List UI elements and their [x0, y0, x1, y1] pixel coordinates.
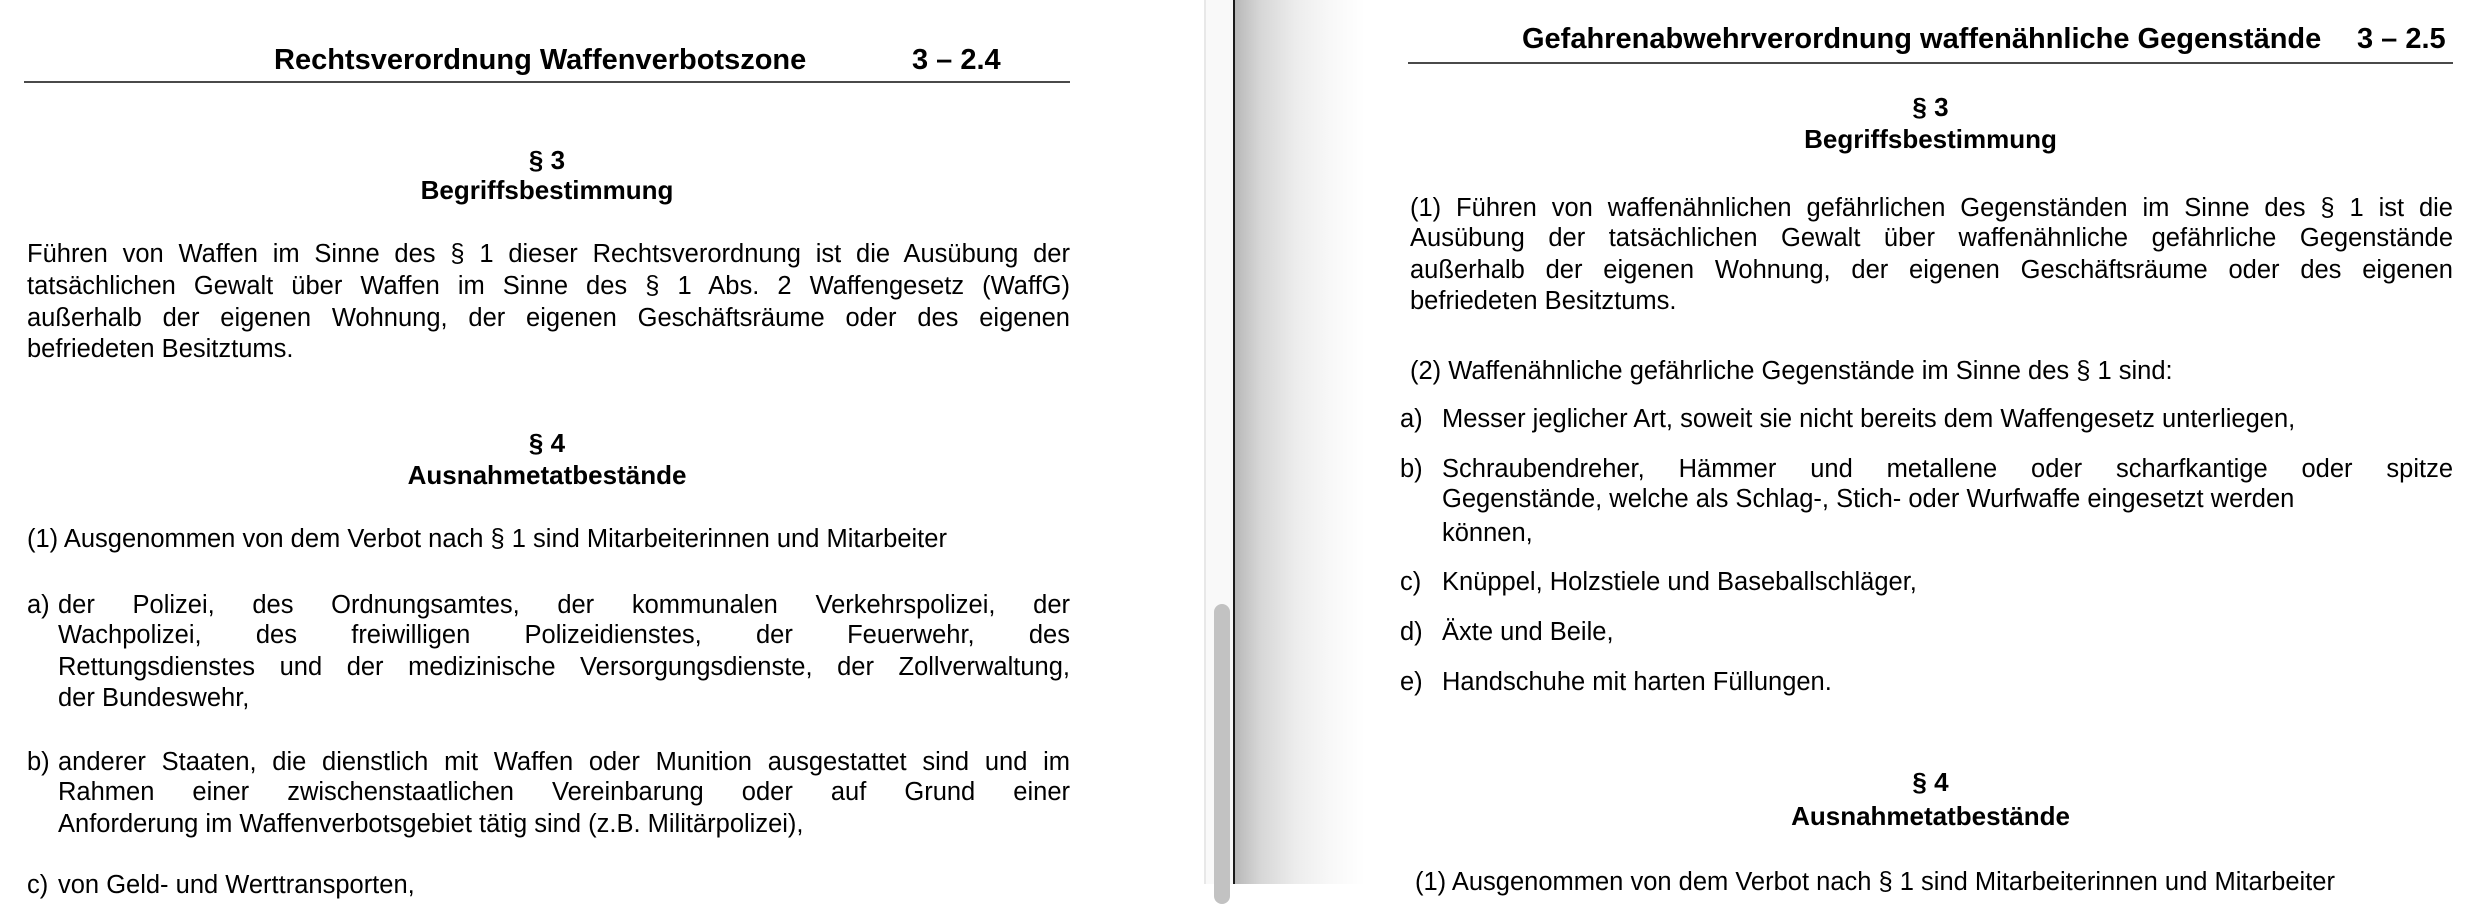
list-label: c) [1400, 568, 1422, 596]
paragraph-line: befriedeten Besitztums. [1410, 287, 1677, 315]
list-label: e) [1400, 668, 1423, 696]
list-item-line: Äxte und Beile, [1442, 618, 1614, 646]
list-item-line: Gegenstände, welche als Schlag-, Stich- oder Wurfwaffe eingesetzt werden [1442, 485, 2295, 513]
section-number: § 3 [528, 145, 566, 175]
list-item-line: Wachpolizei, des freiwilligen Polizeidienstes, der Feuerwehr, des [58, 621, 1070, 649]
paragraph-line: tatsächlichen Gewalt über Waffen im Sinne des § 1 Abs. 2 Waffengesetz (WaffG) [27, 272, 1070, 300]
list-label: d) [1400, 618, 1423, 646]
list-item-line: Knüppel, Holzstiele und Baseballschläger, [1442, 568, 1917, 596]
scrollbar-thumb[interactable] [1214, 604, 1230, 904]
section-title: Ausnahmetatbestände [407, 460, 687, 490]
paragraph-line: befriedeten Besitztums. [27, 335, 294, 363]
list-label: b) [1400, 455, 1423, 483]
paragraph-intro: (1) Ausgenommen von dem Verbot nach § 1 sind Mitarbeiterinnen und Mitarbeiter [1415, 868, 2335, 896]
paragraph-line: Ausübung der tatsächlichen Gewalt über waffenähnliche gefährliche Gegenstände [1410, 224, 2453, 252]
list-label: b) [27, 748, 50, 776]
list-item-line: Rahmen einer zwischenstaatlichen Vereinbarung oder auf Grund einer [58, 778, 1070, 806]
paragraph-intro: (1) Ausgenommen von dem Verbot nach § 1 sind Mitarbeiterinnen und Mitarbeiter [27, 525, 947, 553]
section-number: § 4 [1912, 767, 1949, 797]
list-label: a) [27, 591, 50, 619]
list-item-line: anderer Staaten, die dienstlich mit Waffen oder Munition ausgestattet sind und im [58, 748, 1070, 776]
page-header-number: 3 – 2.5 [2357, 23, 2446, 55]
document-page-left [0, 0, 1204, 899]
document-page-right [1235, 0, 2476, 896]
section-title: Begriffsbestimmung [420, 175, 674, 205]
list-label: a) [1400, 405, 1423, 433]
paragraph-line: (2) Waffenähnliche gefährliche Gegenstände im Sinne des § 1 sind: [1410, 357, 2173, 385]
vertical-scrollbar[interactable] [1204, 0, 1233, 884]
section-number: § 3 [1912, 92, 1949, 122]
section-title: Begriffsbestimmung [1804, 124, 2057, 154]
list-item-line: Handschuhe mit harten Füllungen. [1442, 668, 1832, 696]
page-header-number: 3 – 2.4 [912, 44, 1001, 76]
list-item-line: von Geld- und Werttransporten, [58, 871, 415, 899]
section-number: § 4 [528, 428, 566, 458]
list-item-line: der Bundeswehr, [58, 684, 250, 712]
header-rule [1408, 62, 2453, 64]
page-header-title: Rechtsverordnung Waffenverbotszone [274, 44, 807, 76]
list-item-line: können, [1442, 519, 1533, 547]
page-header-title: Gefahrenabwehrverordnung waffenähnliche Gegenstände [1522, 23, 2322, 55]
paragraph-line: außerhalb der eigenen Wohnung, der eigenen Geschäftsräume oder des eigenen [1410, 256, 2453, 284]
header-rule [24, 81, 1070, 83]
list-item-line: Messer jeglicher Art, soweit sie nicht bereits dem Waffengesetz unterliegen, [1442, 405, 2296, 433]
list-label: c) [27, 871, 49, 899]
list-item-line: der Polizei, des Ordnungsamtes, der kommunalen Verkehrspolizei, der [58, 591, 1070, 619]
paragraph-line: Führen von Waffen im Sinne des § 1 dieser Rechtsverordnung ist die Ausübung der [27, 240, 1070, 268]
paragraph-line: (1) Führen von waffenähnlichen gefährlichen Gegenständen im Sinne des § 1 ist die [1410, 194, 2453, 222]
section-title: Ausnahmetatbestände [1791, 801, 2070, 831]
list-item-line: Schraubendreher, Hämmer und metallene oder scharfkantige oder spitze [1442, 455, 2453, 483]
list-item-line: Anforderung im Waffenverbotsgebiet tätig sind (z.B. Militärpolizei), [58, 810, 804, 838]
list-item-line: Rettungsdienstes und der medizinische Versorgungsdienste, der Zollverwaltung, [58, 653, 1070, 681]
paragraph-line: außerhalb der eigenen Wohnung, der eigenen Geschäftsräume oder des eigenen [27, 304, 1070, 332]
